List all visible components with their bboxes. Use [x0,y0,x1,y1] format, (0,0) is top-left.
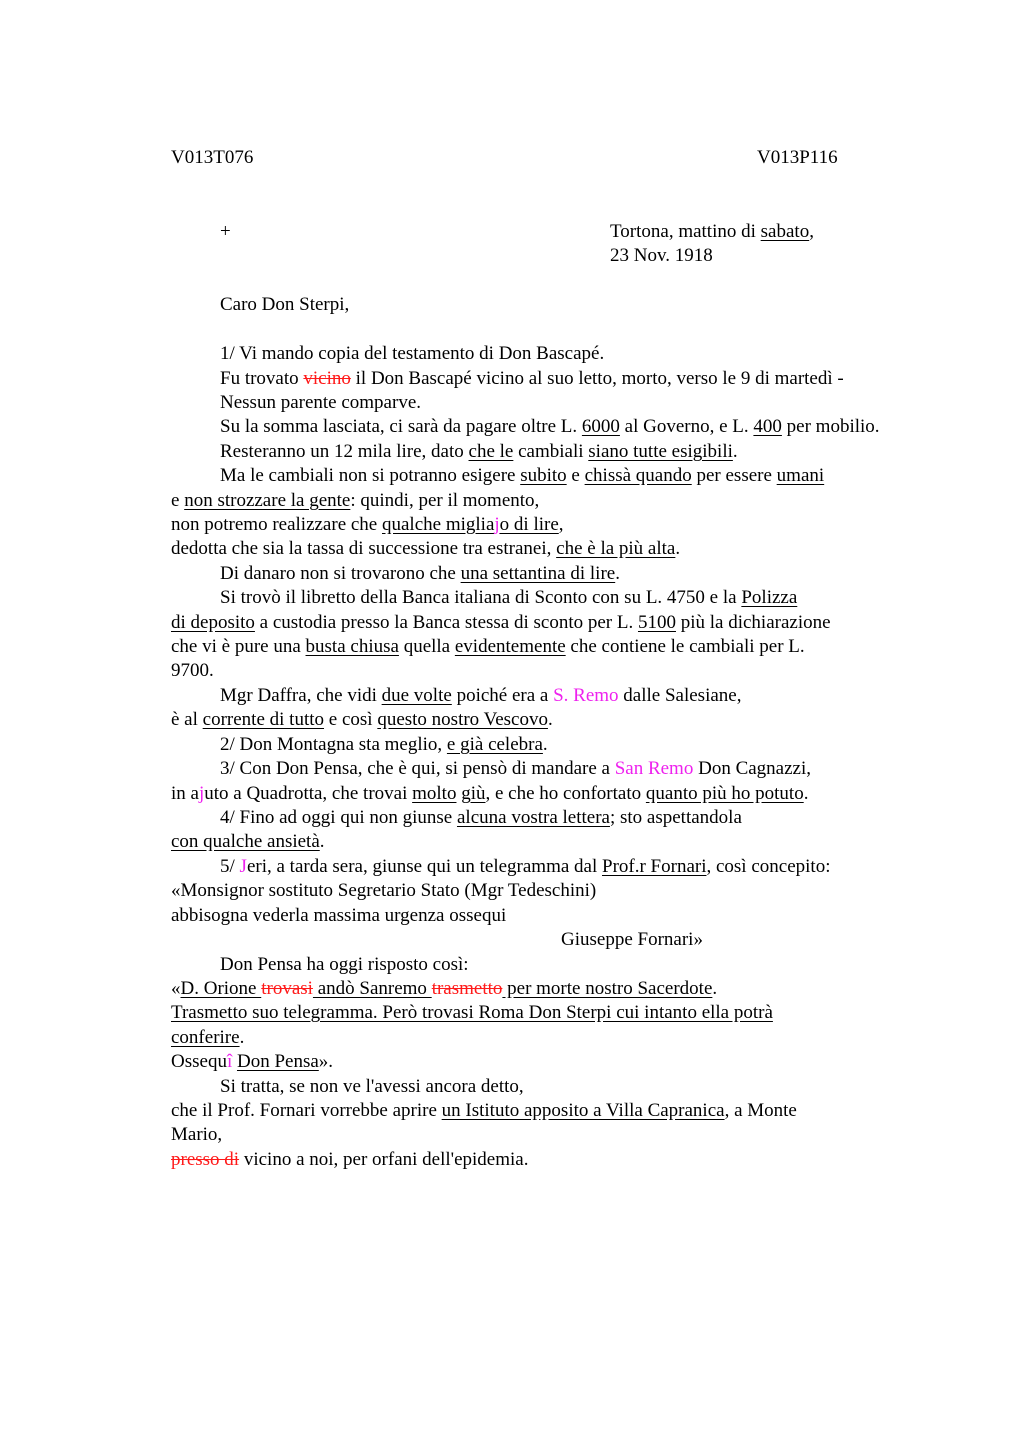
telegram-line: abbisogna vederla massima urgenza ossequi [171,905,507,926]
telegram-line: «Monsignor sostituto Segretario Stato (Mgr Tedeschini) [171,880,597,901]
text-line: che il Prof. Fornari vorrebbe aprire un Istituto apposito a Villa Capranica, a Monte [171,1100,797,1121]
text-line: Don Pensa ha oggi risposto così: [220,954,469,975]
text-line: 2/ Don Montagna sta meglio, e già celebra. [220,734,548,755]
text-line: 4/ Fino ad oggi qui non giunse alcuna vostra lettera; sto aspettandola [220,807,742,828]
text-line: Di danaro non si trovarono che una settantina di lire. [220,563,620,584]
text-line: presso di vicino a noi, per orfani dell'epidemia. [171,1149,529,1170]
text-line: 9700. [171,660,214,681]
text-line: dedotta che sia la tassa di successione tra estranei, che è la più alta. [171,538,681,559]
text-line: 1/ Vi mando copia del testamento di Don Bascapé. [220,343,605,364]
reply-line: «D. Orione trovasi andò Sanremo trasmetto per morte nostro Sacerdote. [171,978,718,999]
text-line: Resteranno un 12 mila lire, dato che le cambiali siano tutte esigibili. [220,441,738,462]
text-line: Nessun parente comparve. [220,392,422,413]
archive-code-left: V013T076 [171,147,254,168]
cross-mark: + [220,221,231,242]
text-line: in ajuto a Quadrotta, che trovai molto giù, e che ho confortato quanto più ho potuto. [171,783,809,804]
text-line: e non strozzare la gente: quindi, per il momento, [171,490,540,511]
text-line: è al corrente di tutto e così questo nostro Vescovo. [171,709,553,730]
text-line: con qualche ansietà. [171,831,325,852]
text-line: Mario, [171,1124,223,1145]
text-line: Mgr Daffra, che vidi due volte poiché era a S. Remo dalle Salesiane, [220,685,742,706]
text-line: 3/ Con Don Pensa, che è qui, si pensò di mandare a San Remo Don Cagnazzi, [220,758,811,779]
text-line: Ma le cambiali non si potranno esigere subito e chissà quando per essere umani [220,465,825,486]
text-line: Si trovò il libretto della Banca italiana di Sconto con su L. 4750 e la Polizza [220,587,798,608]
text-line: Fu trovato vicino il Don Bascapé vicino al suo letto, morto, verso le 9 di martedì - [220,368,844,389]
salutation: Caro Don Sterpi, [220,294,350,315]
archive-code-right: V013P116 [757,147,838,168]
text-line: Si tratta, se non ve l'avessi ancora detto, [220,1076,524,1097]
reply-signature: Ossequî Don Pensa». [171,1051,334,1072]
place-date-line-2: 23 Nov. 1918 [610,245,713,266]
reply-line: Trasmetto suo telegramma. Però trovasi Roma Don Sterpi cui intanto ella potrà [171,1002,773,1023]
reply-line: conferire. [171,1027,245,1048]
place-date-line-1: Tortona, mattino di sabato, [610,221,814,242]
text-line: di deposito a custodia presso la Banca stessa di sconto per L. 5100 più la dichiarazione [171,612,831,633]
text-line: non potremo realizzare che qualche migliajo di lire, [171,514,564,535]
text-line: che vi è pure una busta chiusa quella evidentemente che contiene le cambiali per L. [171,636,805,657]
text-line: 5/ Jeri, a tarda sera, giunse qui un telegramma dal Prof.r Fornari, così concepito: [220,856,831,877]
telegram-signature: Giuseppe Fornari» [561,929,703,950]
text-line: Su la somma lasciata, ci sarà da pagare oltre L. 6000 al Governo, e L. 400 per mobilio. [220,416,880,437]
